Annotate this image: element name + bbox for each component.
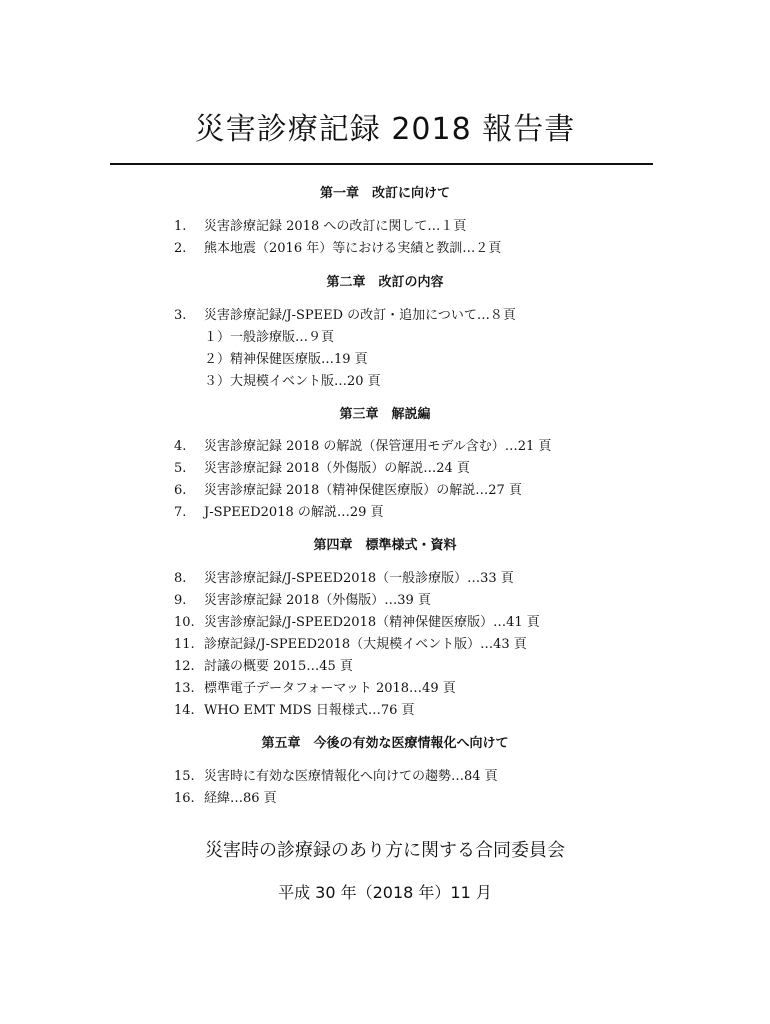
chapter-1-heading: 第一章 改訂に向けて bbox=[319, 186, 450, 201]
toc-item: 14. WHO EMT MDS 日報様式…76 頁 bbox=[174, 703, 415, 718]
chapter-5-heading: 第五章 今後の有効な医療情報化へ向けて bbox=[261, 736, 509, 751]
toc-item: 7. J-SPEED2018 の解説…29 頁 bbox=[174, 505, 384, 520]
toc-item: 4. 災害診療記録 2018 の解説（保管運用モデル含む）…21 頁 bbox=[174, 439, 552, 454]
toc-item: 2. 熊本地震（2016 年）等における実績と教訓…２頁 bbox=[174, 241, 502, 256]
toc-subitem: ３）大規模イベント版…20 頁 bbox=[204, 374, 381, 389]
toc-item: 8. 災害診療記録/J-SPEED2018（一般診療版）…33 頁 bbox=[174, 571, 514, 586]
toc-item: 6. 災害診療記録 2018（精神保健医療版）の解説…27 頁 bbox=[174, 483, 522, 498]
chapter-4-heading: 第四章 標準様式・資料 bbox=[313, 538, 457, 553]
title-rule bbox=[110, 163, 653, 165]
toc-item: 11. 診療記録/J-SPEED2018（大規模イベント版）…43 頁 bbox=[174, 637, 527, 652]
toc-item: 12. 討議の概要 2015…45 頁 bbox=[174, 659, 353, 674]
chapter-2-heading: 第二章 改訂の内容 bbox=[326, 275, 444, 290]
toc-item: 1. 災害診療記録 2018 への改訂に関して…１頁 bbox=[174, 219, 467, 234]
toc-subitem: ２）精神保健医療版…19 頁 bbox=[204, 352, 368, 367]
toc-subitem: １）一般診療版…９頁 bbox=[204, 330, 335, 345]
toc-item: 13. 標準電子データフォーマット 2018…49 頁 bbox=[174, 681, 456, 696]
toc-item: 5. 災害診療記録 2018（外傷版）の解説…24 頁 bbox=[174, 461, 470, 476]
publication-date: 平成 30 年（2018 年）11 月 bbox=[278, 883, 492, 902]
toc-item: 9. 災害診療記録 2018（外傷版）…39 頁 bbox=[174, 593, 431, 608]
toc-item: 16. 経緯…86 頁 bbox=[174, 791, 277, 806]
toc-item: 15. 災害時に有効な医療情報化へ向けての趨勢…84 頁 bbox=[174, 769, 498, 784]
toc-item: 10. 災害診療記録/J-SPEED2018（精神保健医療版）…41 頁 bbox=[174, 615, 540, 630]
document-title: 災害診療記録 2018 報告書 bbox=[194, 112, 576, 147]
toc-item: 3. 災害診療記録/J-SPEED の改訂・追加について…８頁 bbox=[174, 308, 516, 323]
committee-name: 災害時の診療録のあり方に関する合同委員会 bbox=[205, 840, 565, 861]
chapter-3-heading: 第三章 解説編 bbox=[339, 407, 431, 422]
